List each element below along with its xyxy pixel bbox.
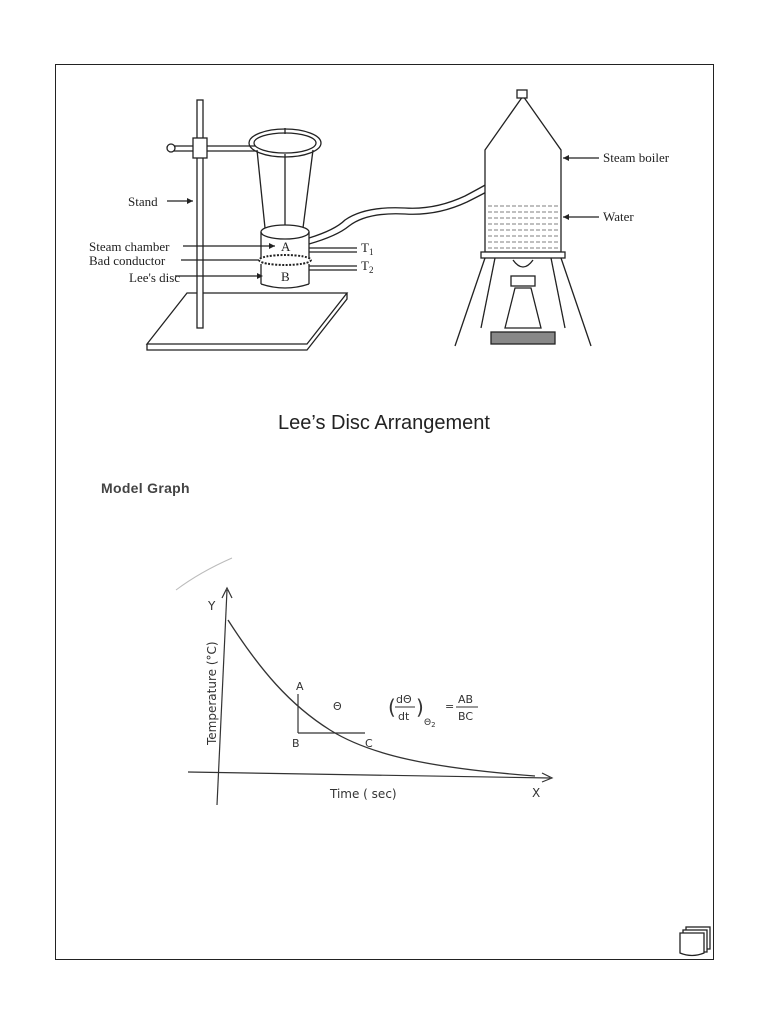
y-axis-label: Temperature (°C) <box>205 641 219 745</box>
label-t1: $T_1$ <box>361 240 374 257</box>
label-steam-chamber: Steam chamber <box>89 239 170 254</box>
burner <box>505 288 541 328</box>
label-point-b: B <box>281 269 290 284</box>
theta-label: Θ <box>333 700 342 713</box>
x-axis-letter: X <box>532 786 541 800</box>
page-stack-icon[interactable] <box>678 925 714 959</box>
svg-text:(: ( <box>388 695 396 719</box>
label-steam-boiler: Steam boiler <box>603 150 670 165</box>
formula-equals: = <box>445 700 455 713</box>
lees-disc-apparatus-diagram <box>85 88 705 363</box>
stand-rod <box>197 100 203 328</box>
formula-subscript: $\Theta_2$ <box>424 718 436 729</box>
cooling-curve <box>228 620 535 776</box>
diagram-caption: Lee’s Disc Arrangement <box>278 412 490 434</box>
model-graph <box>170 550 570 810</box>
formula-numerator: dΘ <box>396 693 412 706</box>
steam-boiler <box>485 96 561 252</box>
label-t2: $T_2$ <box>361 258 374 275</box>
label-lees-disc: Lee's disc <box>129 270 181 285</box>
model-graph-title: Model Graph <box>101 480 190 496</box>
bad-conductor <box>259 255 311 265</box>
x-axis-label: Time ( sec) <box>330 787 397 801</box>
label-point-a: A <box>281 239 291 254</box>
point-c: C <box>365 737 373 750</box>
label-water: Water <box>603 209 634 224</box>
point-a: A <box>296 680 304 693</box>
steam-tube <box>309 184 487 238</box>
y-axis-letter: Y <box>208 599 216 613</box>
steam-chamber <box>261 225 309 239</box>
label-bad-conductor: Bad conductor <box>89 253 166 268</box>
point-b: B <box>292 737 300 750</box>
formula-denominator: dt <box>398 710 410 723</box>
formula-rhs-numerator: AB <box>458 693 474 706</box>
slope-formula <box>388 693 478 729</box>
svg-text:): ) <box>416 695 424 719</box>
formula-rhs-denominator: BC <box>458 710 474 723</box>
label-stand: Stand <box>128 194 158 209</box>
